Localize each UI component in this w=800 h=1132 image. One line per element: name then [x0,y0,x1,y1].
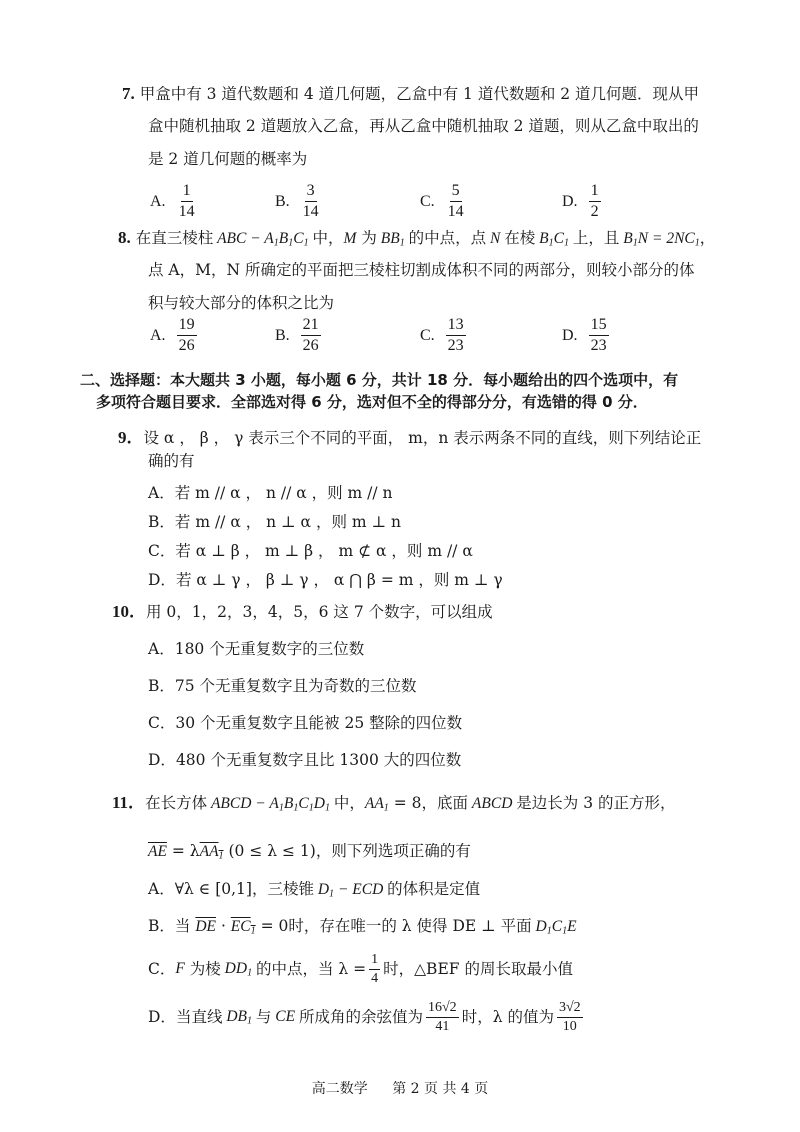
q7-option-c[interactable]: C. $\frac{5}{14}$ [420,182,464,221]
fraction: $\frac{1}{2}$ [590,182,599,221]
q10-option-c[interactable]: C．30 个无重复数字且能被 25 整除的四位数 [148,714,463,732]
fraction: $\frac{3}{14}$ [302,182,319,221]
q9-option-d[interactable]: D．若 α ⊥ γ ， β ⊥ γ ， α ⋂ β = m ，则 m ⊥ γ [148,571,503,589]
q11-option-c[interactable]: C． F 为棱 $DD_1$ 的中点，当 λ = $\frac{1}{4}$ 时，△BEF 的周长取最小值 [148,952,573,987]
fraction: $\frac{21}{26}$ [302,316,319,355]
q10-option-a[interactable]: A．180 个无重复数字的三位数 [148,640,365,658]
fraction: $\frac{19}{26}$ [178,316,195,355]
page-footer [0,1078,800,1098]
q7-line3: 是 2 道几何题的概率为 [148,150,308,168]
q9-option-c[interactable]: C．若 α ⊥ β ， m ⊥ β ， m ⊄ α ，则 m // α [148,542,473,560]
q7-line2: 盒中随机抽取 2 道题放入乙盒，再从乙盒中随机抽取 2 道题，则从乙盒中取出的 [148,117,699,135]
fraction: $\frac{13}{23}$ [447,316,464,355]
q9-option-a[interactable]: A．若 m // α ， n // α ，则 m // n [148,484,393,502]
fraction: $\frac{16√2}{41}$ [428,1000,457,1035]
q7-option-b[interactable]: B. $\frac{3}{14}$ [275,182,319,221]
q10-number: 10． [112,602,146,621]
q9-number: 9． [118,428,144,447]
q11-option-b[interactable]: B．当 $\overline{DE} \cdot EC_1 = 0$时，存在唯一的 λ 使得 DE ⊥ 平面 $D_1C_1E$ [148,917,577,937]
q8-option-a[interactable]: A. $\frac{19}{26}$ [150,316,195,355]
footer-subject: 高二数学 [311,1081,368,1097]
q7-number: 7. [122,84,135,103]
q7-line1: 7. 甲盒中有 3 道代数题和 4 道几何题，乙盒中有 1 道代数题和 2 道几何题．现从甲 [122,84,700,103]
q11-option-a[interactable]: A．∀λ ∈ [0,1]，三棱锥 $D_1$ − ECD 的体积是定值 [148,880,481,900]
q7-option-a[interactable]: A. $\frac{1}{14}$ [150,182,195,221]
q10-option-d[interactable]: D．480 个无重复数字且比 1300 大的四位数 [148,751,462,769]
fraction: $\frac{1}{4}$ [371,952,379,987]
q9-line2: 确的有 [148,452,195,470]
q10-line1: 10．用 0，1，2，3，4，5，6 这 7 个数字，可以组成 [112,602,493,621]
fraction: $\frac{5}{14}$ [447,182,464,221]
q9-line1: 9．设 α ， β ， γ 表示三个不同的平面， m，n 表示两条不同的直线，则下列结论正 [118,428,702,447]
footer-page-number: 第 2 页 共 4 页 [392,1081,489,1097]
q8-line3: 积与较大部分的体积之比为 [148,294,335,312]
q8-option-b[interactable]: B. $\frac{21}{26}$ [275,316,319,355]
q9-option-b[interactable]: B．若 m // α ， n ⊥ α ，则 m ⊥ n [148,513,401,531]
section2-heading-line1: 二、选择题：本大题共 3 小题，每小题 6 分，共计 18 分．每小题给出的四个选项中，有 [80,371,679,389]
q7-option-d[interactable]: D. $\frac{1}{2}$ [562,182,599,221]
fraction: $\frac{1}{14}$ [178,182,195,221]
q8-option-c[interactable]: C. $\frac{13}{23}$ [420,316,464,355]
q11-number: 11． [112,793,146,812]
fraction: $\frac{3√2}{10}$ [558,1000,581,1035]
q11-line2: $\overline{AE} = \lambda AA_1$ (0 ≤ λ ≤ 1)，则下列选项正确的有 [148,842,471,862]
q11-line1: 11．在长方体 ABCD − $A_1B_1C_1D_1$ 中，$AA_1 = 8$，底面 ABCD 是边长为 3 的正方形， [112,793,676,814]
fraction: $\frac{15}{23}$ [590,316,607,355]
q8-line1: 8. 在直三棱柱 ABC − $A_1B_1C_1$ 中，M 为 $BB_1$ 的中点，点 N 在棱 $B_1C_1$ 上，且 $B_1N = 2NC_1$， [118,228,716,249]
q8-line2: 点 A，M，N 所确定的平面把三棱柱切割成体积不同的两部分，则较小部分的体 [148,261,695,279]
section2-heading-line2: 多项符合题目要求．全部选对得 6 分，选对但不全的得部分分，有选错的得 0 分． [96,393,648,411]
q11-option-d[interactable]: D． 当直线 $DB_1$ 与 CE 所成角的余弦值为 $\frac{16√2}{41}$ 时，λ 的值为 $\frac{3√2}{10}$ [148,1000,581,1035]
q10-option-b[interactable]: B．75 个无重复数字且为奇数的三位数 [148,677,417,695]
q8-option-d[interactable]: D. $\frac{15}{23}$ [562,316,607,355]
q8-number: 8. [118,228,131,247]
